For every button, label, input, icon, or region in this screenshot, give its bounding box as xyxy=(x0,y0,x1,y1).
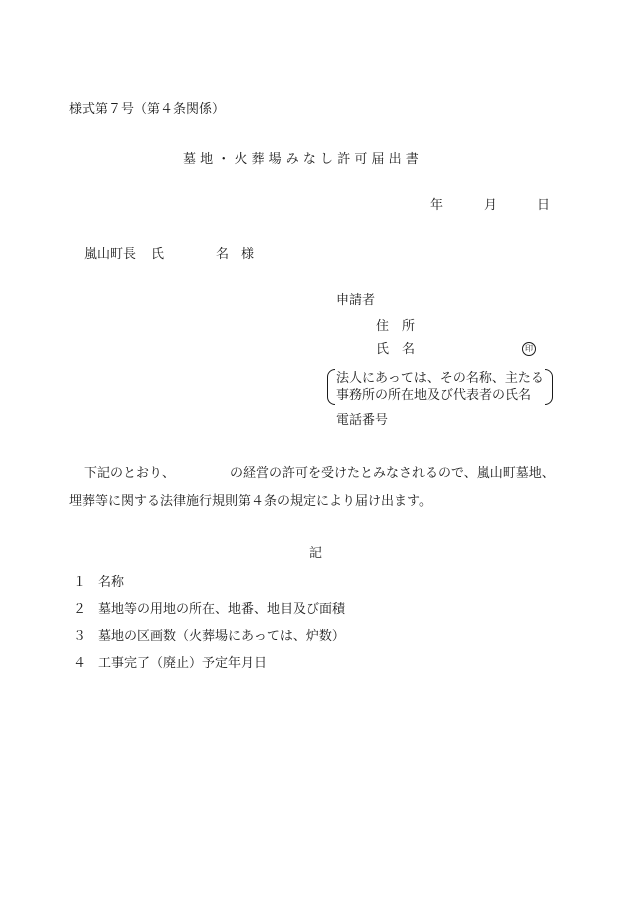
phone-label: 電話番号 xyxy=(336,413,389,428)
addressee-shi: 氏 xyxy=(151,247,165,262)
document-title: 墓 地 ・ 火 葬 場 み な し 許 可 届 出 書 xyxy=(183,152,419,167)
item-3-text: 墓地の区画数（火葬場にあっては、炉数） xyxy=(98,629,345,644)
name-label: 氏 名 xyxy=(376,342,416,357)
addressee-mayor: 嵐山町長 xyxy=(84,247,137,262)
ki-heading: 記 xyxy=(309,546,323,561)
item-4-text: 工事完了（廃止）予定年月日 xyxy=(98,656,268,671)
body-line1-start: 下記のとおり、 xyxy=(84,466,176,481)
form-number: 様式第７号（第４条関係） xyxy=(69,102,226,117)
item-4-number: ４ xyxy=(73,656,87,671)
date-year-label: 年 xyxy=(430,198,444,213)
corporate-note-line2: 事務所の所在地及び代表者の氏名 xyxy=(336,388,532,403)
seal-mark: 印 xyxy=(522,342,536,356)
item-1-text: 名称 xyxy=(98,575,125,590)
item-3-number: ３ xyxy=(73,629,87,644)
note-right-bracket xyxy=(545,369,553,405)
addressee-sama: 様 xyxy=(241,247,255,262)
item-1-number: １ xyxy=(73,575,87,590)
body-line2: 埋葬等に関する法律施行規則第４条の規定により届け出ます。 xyxy=(69,494,432,509)
applicant-heading: 申請者 xyxy=(336,293,376,308)
addressee-mei: 名 xyxy=(216,247,230,262)
date-day-label: 日 xyxy=(537,198,551,213)
note-left-bracket xyxy=(327,369,335,405)
body-line1-rest: の経営の許可を受けたとみなされるので、嵐山町墓地、 xyxy=(230,466,555,481)
corporate-note-line1: 法人にあっては、その名称、主たる xyxy=(336,371,544,386)
item-2-text: 墓地等の用地の所在、地番、地目及び面積 xyxy=(98,602,346,617)
date-month-label: 月 xyxy=(484,198,498,213)
item-2-number: ２ xyxy=(73,602,87,617)
address-label: 住 所 xyxy=(376,319,416,334)
